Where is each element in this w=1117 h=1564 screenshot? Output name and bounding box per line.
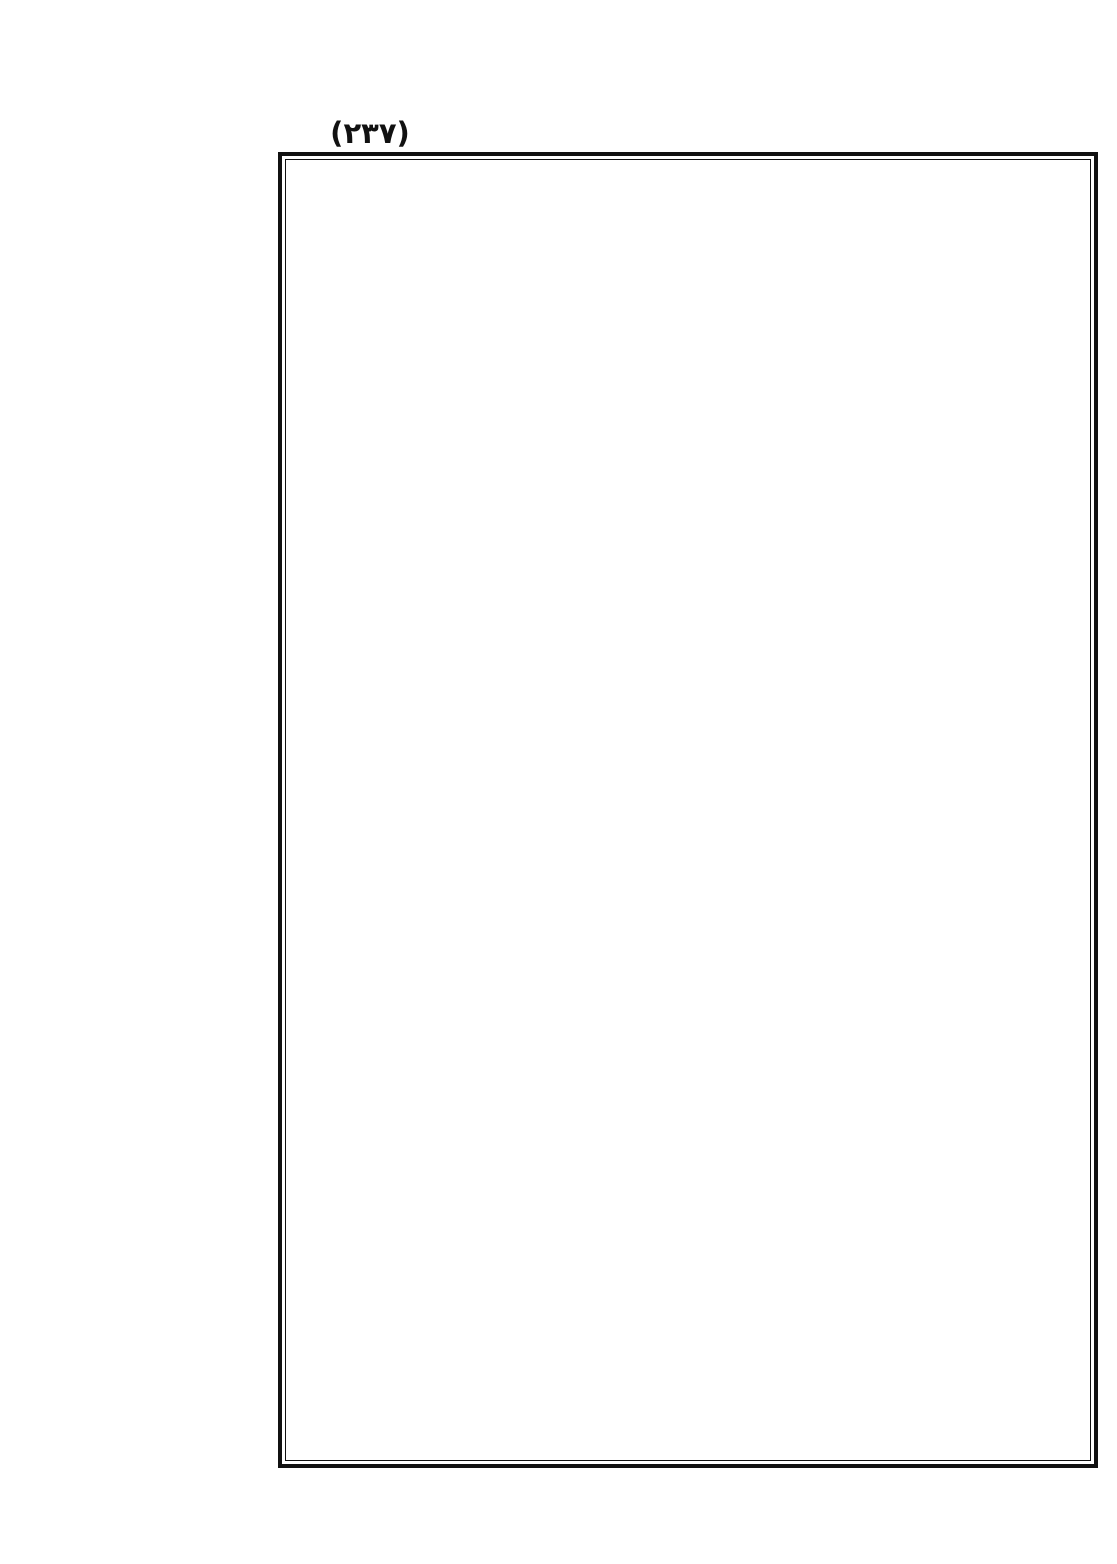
main-text-line [290,977,1088,1014]
main-text-line [290,162,1088,199]
main-text-body [290,162,1088,1459]
main-text-line [290,347,1088,384]
main-text-line [290,199,1088,236]
margin-note-line [80,939,268,976]
margin-note-line [80,1013,268,1050]
main-text-line [290,1347,1088,1384]
main-text-line [290,421,1088,458]
main-text-line [290,458,1088,495]
margin-note-line [80,1347,268,1384]
main-text-line [290,236,1088,273]
main-text-line [290,1014,1088,1051]
main-text-line [290,532,1088,569]
main-text-line [290,643,1088,680]
main-text-line [290,754,1088,791]
main-text-line [290,1384,1088,1421]
margin-note-line [80,1273,268,1310]
main-text-line [290,680,1088,717]
main-text-line [290,495,1088,532]
margin-note-line [80,828,268,865]
main-text-line [290,939,1088,976]
margin-note-line [80,310,268,347]
margin-note-line [80,1125,268,1162]
main-text-line [290,310,1088,347]
margin-note-line [80,1236,268,1273]
margin-note-line [80,458,268,495]
main-text-line [290,791,1088,828]
margin-note-line [80,1087,268,1124]
margin-note-line [80,421,268,458]
margin-note-line [80,754,268,791]
main-text-frame [278,152,1098,1468]
main-text-line [290,1236,1088,1273]
margin-note-line [80,569,268,606]
main-text-line [290,384,1088,421]
main-text-line [290,606,1088,643]
margin-notes [80,310,268,1384]
margin-note-line [80,1162,268,1199]
main-text-line [290,1273,1088,1310]
margin-note-line [80,976,268,1013]
margin-note-line [80,606,268,643]
margin-note-line [80,347,268,384]
margin-note-line [80,1310,268,1347]
margin-note-line [80,1050,268,1087]
main-text-line [290,273,1088,310]
main-text-line [290,1125,1088,1162]
margin-note-line [80,865,268,902]
main-text-line [290,1199,1088,1236]
margin-note-line [80,902,268,939]
main-text-line [290,902,1088,939]
margin-note-line [80,495,268,532]
margin-note-line [80,791,268,828]
main-text-line [290,865,1088,902]
margin-note-line [80,384,268,421]
margin-note-line [80,1199,268,1236]
main-text-line [290,1088,1088,1125]
page-number: (٢٣٧) [330,116,410,150]
margin-note-line [80,532,268,569]
margin-note-line [80,643,268,680]
main-text-line [290,1051,1088,1088]
main-text-line [290,1310,1088,1347]
margin-note-line [80,680,268,717]
margin-note-line [80,717,268,754]
main-text-line [290,828,1088,865]
main-text-line [290,569,1088,606]
main-text-line [290,1421,1088,1458]
main-text-line [290,1162,1088,1199]
main-text-line [290,717,1088,754]
